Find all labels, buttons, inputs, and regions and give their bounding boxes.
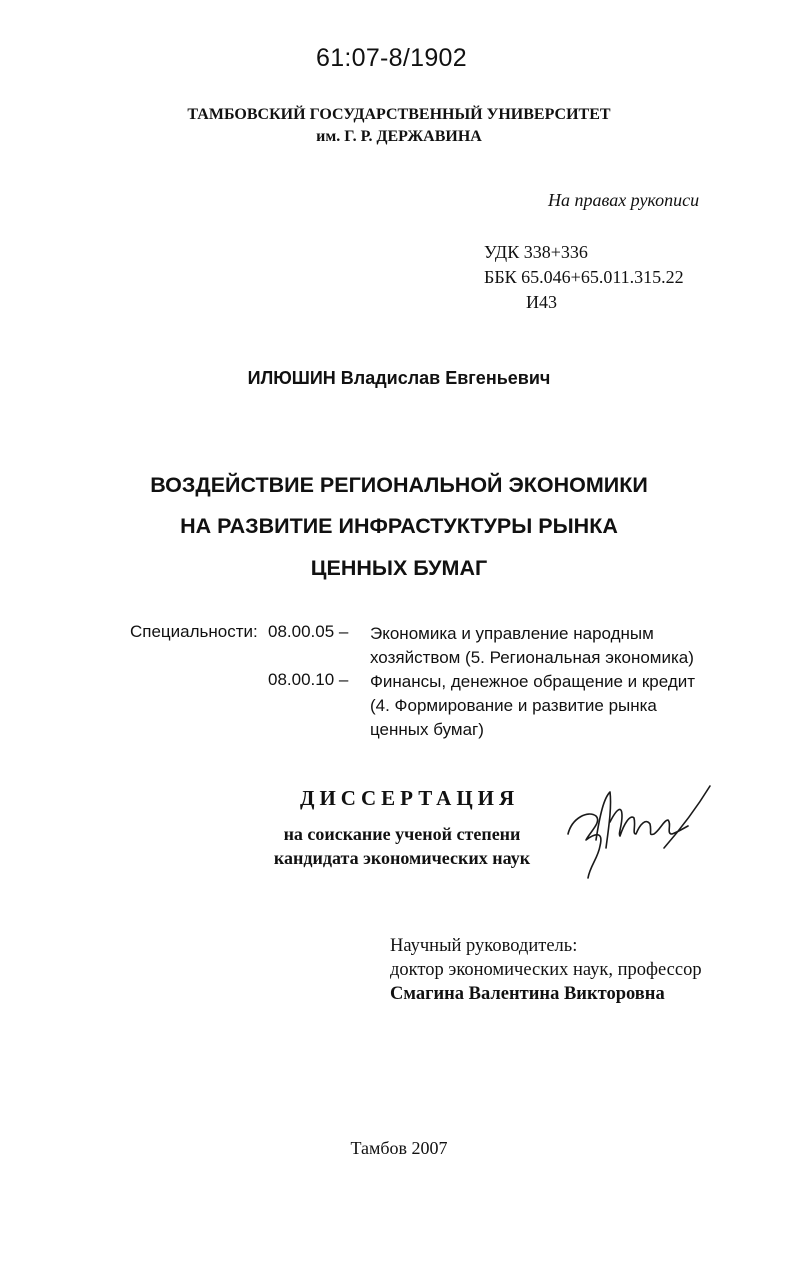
handwritten-signature [560, 774, 720, 884]
classification-codes [484, 240, 684, 315]
specialty-code-2: 08.00.10 – [268, 670, 349, 689]
advisor-degree: доктор экономических наук, профессор [390, 960, 702, 980]
author-name: ИЛЮШИН Владислав Евгеньевич [247, 368, 551, 388]
degree-line-2: кандидата экономических наук [273, 848, 531, 868]
advisor-label: Научный руководитель: [390, 936, 578, 956]
specialties-label: Специальности: [130, 622, 258, 641]
author-mark-code: И43 [526, 292, 557, 312]
advisor-name: Смагина Валентина Викторовна [390, 984, 665, 1004]
udk-code: УДК 338+336 [484, 242, 588, 262]
dissertation-heading: ДИССЕРТАЦИЯ [300, 786, 520, 810]
university-name: ТАМБОВСКИЙ ГОСУДАРСТВЕННЫЙ УНИВЕРСИТЕТ [187, 106, 611, 123]
title-line-1: ВОЗДЕЙСТВИЕ РЕГИОНАЛЬНОЙ ЭКОНОМИКИ [150, 473, 648, 497]
title-line-2: НА РАЗВИТИЕ ИНФРАСТУКТУРЫ РЫНКА [180, 514, 618, 538]
rights-note: На правах рукописи [548, 190, 700, 210]
title-line-3: ЦЕННЫХ БУМАГ [310, 556, 488, 580]
specialty-description-2: Финансы, денежное обращение и кредит (4. Формирование и развитие рынка ценных бумаг) [370, 672, 696, 739]
university-named-after: им. Г. Р. ДЕРЖАВИНА [316, 128, 482, 145]
city-year: Тамбов 2007 [350, 1138, 448, 1158]
specialty-code-1: 08.00.05 – [268, 622, 349, 641]
degree-line-1: на соискание ученой степени [283, 824, 521, 844]
bbk-code: ББК 65.046+65.011.315.22 [484, 267, 684, 287]
archive-number: 61:07-8/1902 [316, 44, 467, 72]
specialty-description-1: Экономика и управление народным хозяйством (5. Региональная экономика) [370, 624, 694, 667]
